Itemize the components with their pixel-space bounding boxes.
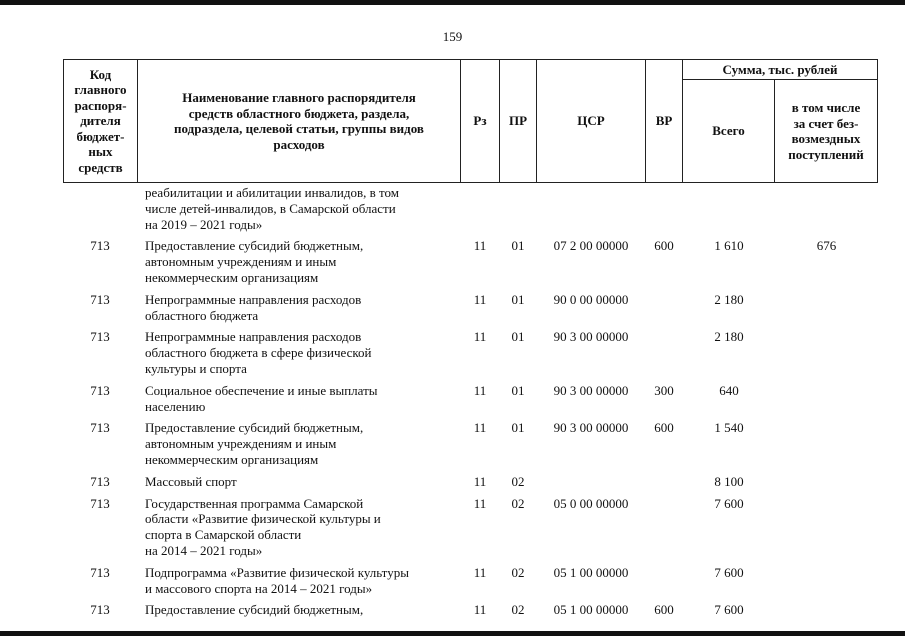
csr-cell: 07 2 00 00000: [553, 238, 629, 254]
header-vr: ВР: [655, 113, 673, 129]
table-row: [63, 420, 878, 473]
csr-cell: 90 0 00 00000: [553, 291, 629, 307]
table-row: [63, 565, 878, 603]
header-vline-right: [877, 59, 878, 183]
rz-cell: 11: [473, 291, 487, 307]
table-row: [63, 292, 878, 330]
table-row: [63, 602, 878, 624]
name-cell: Предоставление субсидий бюджетным, автономным учреждениям и иным некоммерческим организациям: [145, 238, 364, 285]
table-row: [63, 496, 878, 565]
header-sum: Сумма, тыс. рублей: [722, 61, 838, 77]
csr-cell: 05 1 00 00000: [553, 602, 629, 618]
name-cell: Подпрограмма «Развитие физической культуры и массового спорта на 2014 – 2021 годы»: [145, 564, 409, 596]
rz-cell: 11: [473, 602, 487, 618]
name-cell: Массовый спорт: [145, 473, 237, 489]
top-border: [0, 0, 905, 5]
pr-cell: 02: [511, 495, 525, 511]
name-cell: Государственная программа Самарской области «Развитие физической культуры и спорта в Самарской области на 2014 – 2021 годы»: [145, 495, 381, 558]
rz-cell: 11: [473, 420, 487, 436]
header-csr: ЦСР: [577, 113, 605, 129]
table-row: [63, 238, 878, 291]
header-pr: ПР: [508, 113, 528, 129]
name-cell: Социальное обеспечение и иные выплаты населению: [145, 382, 378, 414]
name-cell: Предоставление субсидий бюджетным, автономным учреждениям и иным некоммерческим организациям: [145, 420, 364, 467]
csr-cell: 90 3 00 00000: [553, 382, 629, 398]
code-cell: 713: [90, 495, 110, 511]
pr-cell: 01: [511, 420, 525, 436]
vr-cell: 600: [654, 420, 674, 436]
table-row: [63, 329, 878, 382]
table-row: [63, 474, 878, 496]
vr-cell: 300: [654, 382, 674, 398]
pr-cell: 01: [511, 382, 525, 398]
total-cell: 8 100: [714, 473, 744, 489]
code-cell: 713: [90, 329, 110, 345]
vr-cell: 600: [654, 238, 674, 254]
header-total: Всего: [712, 123, 745, 139]
csr-cell: 05 1 00 00000: [553, 564, 629, 580]
total-cell: 640: [719, 382, 739, 398]
rz-cell: 11: [473, 495, 487, 511]
bottom-border: [0, 631, 905, 636]
code-cell: 713: [90, 602, 110, 618]
csr-cell: 05 0 00 00000: [553, 495, 629, 511]
free-cell: 676: [816, 238, 837, 254]
code-cell: 713: [90, 291, 110, 307]
table-body: [63, 185, 878, 624]
total-cell: 1 610: [714, 238, 744, 254]
header-name: Наименование главного распорядителя средств областного бюджета, раздела, подраздела, целевой статьи, группы видов расходов: [174, 90, 424, 152]
code-cell: 713: [90, 238, 110, 254]
vr-cell: 600: [654, 602, 674, 618]
header-line-bottom: [63, 182, 878, 183]
header-code: Код главного распоря- дителя бюджет- ных средств: [74, 66, 127, 175]
table-row: [63, 383, 878, 421]
pr-cell: 02: [511, 473, 525, 489]
name-cell: реабилитации и абилитации инвалидов, в том числе детей-инвалидов, в Самарской области на 2019 – 2021 годы»: [145, 185, 400, 232]
rz-cell: 11: [473, 564, 487, 580]
table-header: [63, 59, 878, 183]
csr-cell: 90 3 00 00000: [553, 329, 629, 345]
page-number: 159: [442, 29, 463, 44]
name-cell: Непрограммные направления расходов областного бюджета в сфере физической культуры и спорта: [145, 329, 372, 376]
rz-cell: 11: [473, 473, 487, 489]
pr-cell: 01: [511, 238, 525, 254]
pr-cell: 02: [511, 602, 525, 618]
total-cell: 7 600: [714, 602, 744, 618]
code-cell: 713: [90, 420, 110, 436]
name-cell: Предоставление субсидий бюджетным,: [145, 602, 364, 618]
header-free: в том числе за счет без- возмездных поступлений: [788, 100, 864, 162]
total-cell: 2 180: [714, 329, 744, 345]
table-row: [63, 185, 878, 238]
name-cell: Непрограммные направления расходов областного бюджета: [145, 291, 362, 323]
rz-cell: 11: [473, 382, 487, 398]
rz-cell: 11: [473, 329, 487, 345]
code-cell: 713: [90, 564, 110, 580]
total-cell: 1 540: [714, 420, 744, 436]
total-cell: 7 600: [714, 495, 744, 511]
pr-cell: 02: [511, 564, 525, 580]
pr-cell: 01: [511, 291, 525, 307]
total-cell: 2 180: [714, 291, 744, 307]
rz-cell: 11: [473, 238, 487, 254]
pr-cell: 01: [511, 329, 525, 345]
code-cell: 713: [90, 382, 110, 398]
csr-cell: 90 3 00 00000: [553, 420, 629, 436]
total-cell: 7 600: [714, 564, 744, 580]
code-cell: 713: [90, 473, 110, 489]
header-rz: Рз: [473, 113, 487, 129]
